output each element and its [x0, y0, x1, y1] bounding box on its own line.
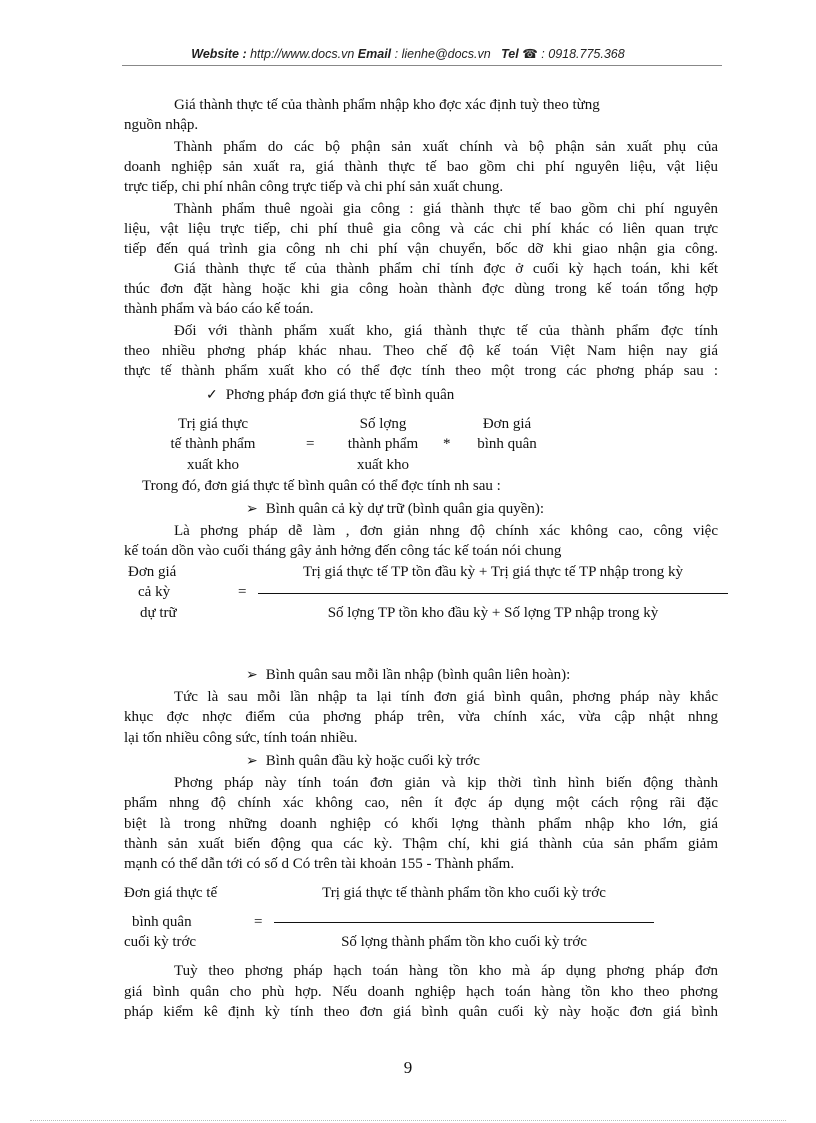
b3-line-4: thành sản xuất biến động qua các kỳ. Thậm chí, khi giá thành của sản phẩm giảm [124, 836, 718, 852]
p3-line-1: Thành phẩm thuê ngoài gia công : giá thành thực tế bao gồm chi phí nguyên [174, 201, 718, 217]
f2-numerator: Trị giá thực tế TP tồn đầu kỳ + Trị giá thực tế TP nhập trong kỳ [303, 564, 683, 580]
f2-left-line-1: Đơn giá [128, 564, 177, 580]
bullet-1-title: Bình quân cả kỳ dự trữ (bình quân gia quyền): [265, 501, 545, 517]
tel-label: Tel [501, 47, 519, 61]
b1-line-1: Là phơng pháp dễ làm , đơn giản nhng độ chính xác không cao, công việc [174, 523, 718, 539]
footer-rule [30, 1120, 786, 1121]
header-rule [122, 65, 722, 66]
b2-line-3: lại tốn nhiều công sức, tính toán nhiều. [124, 730, 358, 746]
f2-left-line-2: cả kỳ [138, 584, 171, 600]
f3-numerator: Trị giá thực tế thành phẩm tồn kho cuối kỳ trớc [322, 885, 606, 901]
f2-left-line-3: dự trữ [140, 605, 177, 621]
b3-line-5: mạnh có thể dẫn tới có số d Có trên tài khoản 155 - Thành phẩm. [124, 856, 515, 872]
p1-line-2: nguồn nhập. [124, 117, 199, 133]
f1-equals: = [306, 436, 315, 452]
bullet-item-2 [246, 666, 570, 685]
p5-line-1: Đối với thành phẩm xuất kho, giá thành thực tế của thành phẩm đợc tính [174, 323, 718, 339]
b3-line-2: phẩm nhng độ chính xác không cao, nên ít đợc áp dụng một cách rộng rãi đặc [124, 795, 718, 811]
bullet-3-title: Bình quân đầu kỳ hoặc cuối kỳ trớc [265, 753, 480, 769]
p5-line-3: thực tế thành phẩm xuất kho có thể đợc tính theo một trong các phơng pháp sau : [124, 363, 718, 379]
f3-denominator: Số lợng thành phẩm tồn kho cuối kỳ trớc [341, 934, 587, 950]
page-number: 9 [403, 1058, 413, 1077]
f1-term-c-line-2: bình quân [477, 436, 537, 452]
p6-line-2: giá bình quân cho phù hợp. Nếu doanh nghiệp hạch toán hàng tồn kho theo phơng [124, 984, 718, 1000]
p4-line-2: thúc đơn đặt hàng hoặc khi gia công hoàn thành đợc dùng trong kế toán tổng hợp [124, 281, 718, 297]
b2-line-2: khục đợc nhợc điểm của phơng pháp trên, vừa chính xác, vừa cập nhật nhng [124, 709, 718, 725]
email-label: Email [357, 47, 392, 61]
f2-equals: = [238, 584, 247, 600]
page-header [0, 46, 816, 61]
p2-line-2: doanh nghiệp sản xuất ra, giá thành thực tế bao gồm chi phí nguyên liệu, vật liệu [124, 159, 718, 175]
website-value[interactable]: http://www.docs.vn [250, 47, 355, 61]
p4-line-1: Giá thành thực tế của thành phẩm chỉ tính đợc ở cuối kỳ hạch toán, khi kết [174, 261, 718, 277]
bullet-item-1 [246, 500, 544, 519]
f3-fraction-bar [274, 922, 654, 923]
f3-left-line-3: cuối kỳ trớc [124, 934, 197, 950]
p4-line-3: thành phẩm và báo cáo kế toán. [124, 301, 314, 317]
check-list-item [206, 386, 454, 405]
f3-left-line-1: Đơn giá thực tế [124, 885, 218, 901]
bullet-item-3 [246, 752, 480, 771]
p6-line-1: Tuỳ theo phơng pháp hạch toán hàng tồn kho mà áp dụng phơng pháp đơn [174, 963, 718, 979]
f3-left-line-2: bình quân [132, 914, 192, 930]
p5-line-2: theo nhiều phơng pháp khác nhau. Theo chế độ kế toán Việt Nam hiện nay giá [124, 343, 718, 359]
f1-term-a-line-3: xuất kho [186, 457, 240, 473]
checkmark-icon: ✓ [206, 388, 218, 403]
check-item-label: Phơng pháp đơn giá thực tế bình quân [225, 387, 455, 403]
p1-line-1: Giá thành thực tế của thành phẩm nhập kho đợc xác định tuỳ theo từng [174, 97, 600, 113]
p3-line-2: liệu, vật liệu trực tiếp, chi phí thuê gia công và các chi phí khác có liên quan trực [124, 221, 718, 237]
b3-line-1: Phơng pháp này tính toán đơn giản và kịp thời tình hình biến động thành [174, 775, 718, 791]
f2-fraction-bar [258, 593, 728, 594]
email-value[interactable]: : lienhe@docs.vn [394, 47, 491, 61]
f1-term-b-line-1: Số lợng [359, 416, 407, 432]
p2-line-1: Thành phẩm do các bộ phận sản xuất chính và bộ phận sản xuất phụ của [174, 139, 718, 155]
b1-line-2: kế toán dồn vào cuối tháng gây ảnh hởng đến công tác kế toán nói chung [124, 543, 562, 559]
arrow-bullet-icon: ➢ [246, 502, 258, 517]
trong-do-line: Trong đó, đơn giá thực tế bình quân có thể đợc tính nh sau : [142, 478, 501, 494]
phone-icon: ☎ [522, 47, 538, 61]
f1-term-b-line-3: xuất kho [356, 457, 410, 473]
arrow-bullet-icon: ➢ [246, 754, 258, 769]
f1-multiply: * [443, 436, 451, 452]
p3-line-3: tiếp đến quá trình gia công nh chi phí vận chuyển, bốc dỡ khi giao nhận gia công. [124, 241, 718, 257]
b3-line-3: biệt là trong những doanh nghiệp có khối lợng thành phẩm nhập kho lớn, giá [124, 816, 718, 832]
f1-term-a-line-1: Trị giá thực [177, 416, 249, 432]
p2-line-3: trực tiếp, chi phí nhân công trực tiếp và chi phí sản xuất chung. [124, 179, 504, 195]
website-label: Website : [191, 47, 247, 61]
f1-term-b-line-2: thành phẩm [347, 436, 419, 452]
arrow-bullet-icon: ➢ [246, 668, 258, 683]
f2-denominator: Số lợng TP tồn kho đầu kỳ + Số lợng TP nhập trong kỳ [327, 605, 659, 621]
f1-term-a-line-2: tế thành phẩm [170, 436, 256, 452]
b2-line-1: Tức là sau mỗi lần nhập ta lại tính đơn giá bình quân, phơng pháp này khắc [174, 689, 718, 705]
p6-line-3: pháp kiểm kê định kỳ tính theo đơn giá bình quân cuối kỳ này hoặc đơn giá bình [124, 1004, 718, 1020]
f3-equals: = [254, 914, 263, 930]
bullet-2-title: Bình quân sau mỗi lần nhập (bình quân liên hoàn): [265, 667, 571, 683]
f1-term-c-line-1: Đơn giá [482, 416, 532, 432]
tel-value: : 0918.775.368 [541, 47, 625, 61]
